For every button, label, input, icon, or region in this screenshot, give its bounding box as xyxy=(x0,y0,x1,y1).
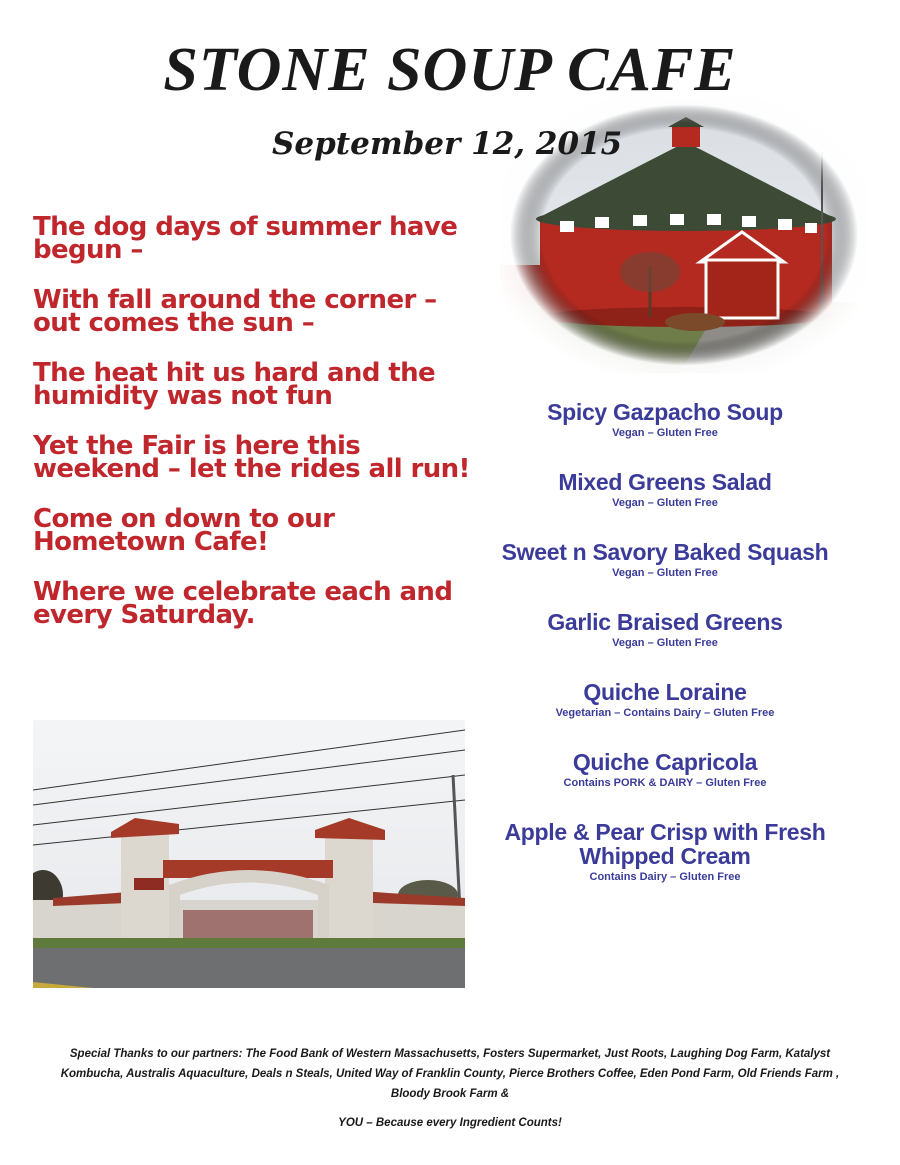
menu-item-name: Spicy Gazpacho Soup xyxy=(547,399,783,425)
menu-item xyxy=(470,680,860,720)
poem-stanza: Where we celebrate each and every Saturday. xyxy=(33,577,453,630)
menu-item xyxy=(470,750,860,790)
menu-item-name: Garlic Braised Greens xyxy=(547,609,783,635)
menu-item-note: Vegan – Gluten Free xyxy=(612,497,718,509)
closing-line: YOU – Because every Ingredient Counts! xyxy=(338,1117,562,1129)
menu-item-name: Apple & Pear Crisp with Fresh Whipped Cream xyxy=(504,819,826,869)
poem-stanza: Yet the Fair is here this weekend – let the rides all run! xyxy=(33,431,470,484)
menu-item xyxy=(470,400,860,440)
menu-item-note: Contains Dairy – Gluten Free xyxy=(589,871,741,883)
menu-item xyxy=(470,470,860,510)
menu xyxy=(470,400,860,914)
poem-stanza: Come on down to our Hometown Cafe! xyxy=(33,504,335,557)
menu-item-name: Mixed Greens Salad xyxy=(558,469,772,495)
page-title: STONE SOUP CAFE xyxy=(163,36,737,104)
menu-item xyxy=(470,540,860,580)
menu-item-name: Sweet n Savory Baked Squash xyxy=(501,539,829,565)
poem-stanza: With fall around the corner – out comes the sun – xyxy=(33,285,437,338)
fairgrounds-gate-illustration xyxy=(33,720,465,988)
poem-stanza: The heat hit us hard and the humidity was not fun xyxy=(33,358,436,411)
menu-item-note: Vegan – Gluten Free xyxy=(612,427,718,439)
menu-item xyxy=(470,820,860,884)
date: September 12, 2015 xyxy=(272,126,623,162)
menu-item-name: Quiche Capricola xyxy=(572,749,758,775)
partners-thanks: Special Thanks to our partners: The Food Bank of Western Massachusetts, Fosters Supermarket, Just Roots, Laughing Dog Farm, Katalyst Kombucha, Australis Aquaculture, Deals n Steals, United Way of Franklin County, Pierce Brothers Coffee, Eden Pond Farm, Old Friends Farm , Bloody Brook Farm & xyxy=(60,1048,840,1100)
poem xyxy=(33,212,483,654)
menu-item-note: Vegetarian – Contains Dairy – Gluten Free xyxy=(555,707,775,719)
menu-item-name: Quiche Loraine xyxy=(583,679,747,705)
fairgrounds-gate-photo xyxy=(33,720,465,988)
menu-item xyxy=(470,610,860,650)
poem-stanza: The dog days of summer have begun – xyxy=(33,212,458,265)
menu-item-note: Vegan – Gluten Free xyxy=(612,637,718,649)
menu-item-note: Contains PORK & DAIRY – Gluten Free xyxy=(563,777,767,789)
menu-item-note: Vegan – Gluten Free xyxy=(612,567,718,579)
